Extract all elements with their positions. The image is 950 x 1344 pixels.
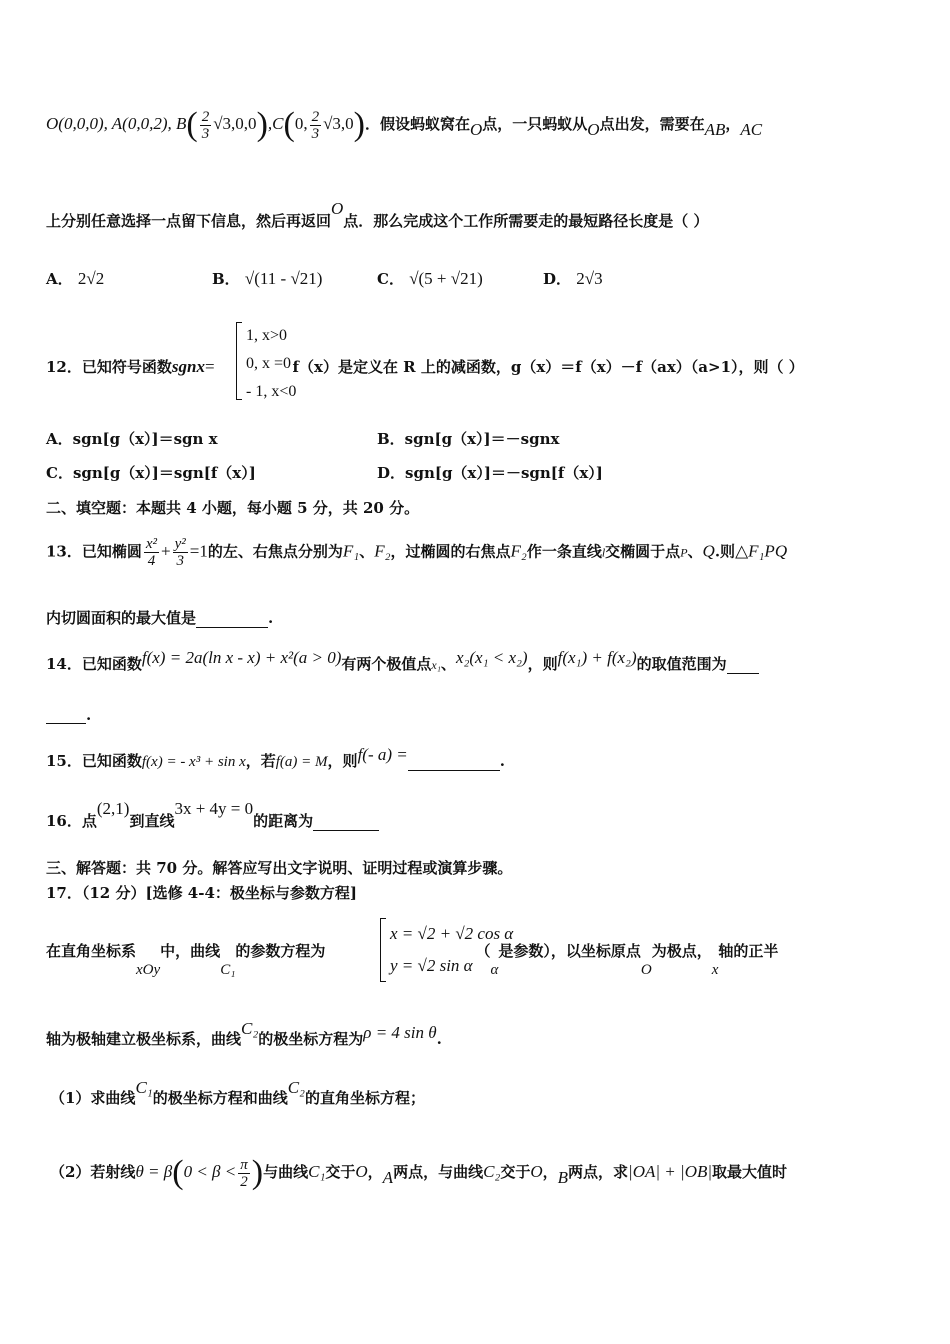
q17-part2-a-pt: A — [382, 1168, 394, 1187]
q17-part1-c2: C₂ — [287, 1078, 305, 1097]
q14-sum: f(x₁) + f(x₂) — [557, 648, 637, 667]
q17-part2-c2: C₂ — [483, 1162, 501, 1181]
q17-part1-a: （1）求曲线 — [50, 1089, 136, 1107]
q17-oaob: |OA| + |OB| — [628, 1162, 713, 1181]
q14-line1 — [46, 648, 904, 674]
q14-sep: 、 — [440, 655, 456, 673]
q13-q: Q — [702, 541, 715, 561]
q16-point: (2,1) — [96, 799, 130, 818]
q17-c2: C₂ — [241, 1019, 259, 1038]
q16-line — [46, 799, 904, 831]
q11-option-d: D． 2√3 — [543, 269, 603, 288]
q13-eq1: =1 — [189, 541, 208, 561]
q17-part2-b: 与曲线 — [263, 1163, 309, 1181]
q12-cases — [246, 322, 296, 406]
q13-plus: + — [161, 541, 171, 561]
q15-ask: f(- a) = — [357, 745, 408, 764]
q14-end: . — [86, 706, 92, 724]
q11-option-b: B． √(11 - √21) — [212, 269, 323, 288]
q12-brace — [236, 322, 242, 400]
q11-line2-text1: 上分别任意选择一点留下信息，然后再返回 — [46, 212, 332, 230]
q11-text3: 点出发，需要在 — [599, 115, 705, 133]
q17-text7: 轴的正半 — [718, 942, 779, 960]
q17-polar: ρ = 4 sin θ — [363, 1023, 437, 1042]
q13-answer-blank[interactable] — [196, 626, 268, 628]
q11-line2-sym-o: O — [331, 199, 344, 218]
q17-part1-c: 的直角坐标方程； — [304, 1089, 425, 1107]
q17-part2-c-2: 交于 — [500, 1163, 531, 1181]
q17-xoy: xOy — [136, 962, 161, 978]
q11-sym-ac: AC — [740, 120, 763, 139]
q17-end: . — [436, 1030, 442, 1048]
q13-text4: 交椭圆于点 — [605, 542, 681, 561]
q17-pi-frac: $\frac{\pi}{2}$ — [240, 1156, 248, 1190]
q11-c-label: ,C — [267, 114, 284, 133]
q17-part2-comma-2: ， — [542, 1163, 558, 1181]
q13-x-frac: $\frac{\text{x²}}{4}$ — [145, 536, 158, 569]
q12-stem — [46, 356, 904, 377]
q17-part2-f: 取最大值时 — [712, 1163, 788, 1181]
q12-func: sgnx — [171, 357, 205, 376]
q17-part2-a: （2）若射线 — [50, 1163, 136, 1181]
q11-comma: ， — [725, 115, 741, 133]
q13-p: P — [680, 545, 688, 560]
q14-x1: x₁ — [431, 658, 441, 672]
q17-part2-e: 两点，求 — [568, 1163, 629, 1181]
q17-part1 — [50, 1078, 904, 1108]
q17-param-brace — [380, 918, 386, 982]
q15-cond: f(a) = M — [275, 754, 328, 770]
q16-line-eq: 3x + 4y = 0 — [174, 799, 254, 818]
q17-part2-d: 两点，与曲线 — [393, 1163, 484, 1181]
q11-b-rest: √3,0,0 — [213, 114, 257, 133]
q17-text1: 在直角坐标系 — [46, 942, 137, 960]
q14-text2: ，则 — [527, 655, 558, 673]
q12-case-1: 1, x>0 — [246, 327, 288, 344]
q13-text5: .则 — [714, 542, 736, 561]
q17-eq-x: x = √2 + √2 cos α — [390, 924, 514, 943]
q13-y-frac: $\frac{\text{y²}}{3}$ — [174, 536, 186, 569]
q11-option-c: C． √(5 + √21) — [377, 269, 483, 288]
q17-part2-o: O — [355, 1162, 368, 1181]
q13-text2: ，过椭圆的右焦点 — [390, 542, 511, 561]
q17-line2 — [46, 1019, 904, 1049]
q15-end: . — [499, 752, 505, 770]
q14-answer-blank[interactable] — [727, 672, 759, 674]
q17-x: x — [711, 962, 719, 978]
q17-text5: 是参数），以坐标原点 — [498, 942, 641, 960]
q14-text1: 有两个极值点 — [341, 655, 432, 673]
q17-part1-c1: C₁ — [135, 1078, 153, 1097]
q14-func: f(x) = 2a(ln x - x) + x²(a > 0) — [141, 648, 342, 667]
q17-o: O — [640, 962, 652, 978]
q14-x2: x₂(x₁ < x₂) — [455, 648, 528, 667]
q11-c-first: 0, — [294, 114, 308, 133]
q12-option-b: B．sgn[g（x）]＝－sgnx — [377, 430, 560, 448]
q13-line2-text: 内切圆面积的最大值是 — [46, 609, 197, 627]
section2-heading: 二、填空题：本题共 4 小题，每小题 5 分，共 20 分。 — [46, 499, 420, 517]
q11-line2-text2: 点．那么完成这个工作所需要走的最短路径长度是（ ） — [343, 212, 709, 230]
q11-sym-o-2: O — [587, 120, 600, 139]
q14-line2 — [46, 706, 904, 724]
q17-range: 0 < β < — [183, 1162, 237, 1181]
q17-ray: θ = β — [135, 1162, 173, 1181]
q15-text2: ，则 — [327, 752, 358, 770]
q17-line2-text: 轴为极轴建立极坐标系，曲线 — [46, 1030, 242, 1048]
q17-part2-o-2: O — [530, 1162, 543, 1181]
q14-answer-blank-cont[interactable] — [46, 722, 86, 724]
q11-line1: O(0,0,0), A(0,0,2), B( $\frac{2}{3}$ √3,0,0),C(0, $\frac{2}{3}$ √3,0)．假设蚂蚁窝在O点，一只蚂蚁从O点出发，需要在AB，AC — [46, 106, 763, 143]
q13-sep: 、 — [359, 542, 375, 561]
q17-text2: 中，曲线 — [160, 942, 221, 960]
q13-prefix: 13．已知椭圆 — [46, 542, 142, 561]
q16-answer-blank[interactable] — [313, 829, 379, 831]
q17-text6: 为极点， — [651, 942, 712, 960]
q11-coords: O(0,0,0), A(0,0,2), B — [46, 114, 187, 133]
q13-end: . — [268, 609, 274, 627]
q17-param-eqs — [390, 918, 513, 982]
q17-part1-b: 的极坐标方程和曲线 — [152, 1089, 288, 1107]
q17-line2-text2: 的极坐标方程为 — [258, 1030, 364, 1048]
q11-text1: ．假设蚂蚁窝在 — [364, 115, 470, 133]
q12-option-c: C．sgn[g（x）]＝sgn[f（x）] — [46, 464, 256, 482]
section3-heading: 三、解答题：共 70 分。解答应写出文字说明、证明过程或演算步骤。 — [46, 859, 513, 877]
q17-text3: 的参数方程为 — [235, 942, 326, 960]
q13-sep-2: 、 — [687, 542, 703, 561]
q11-b-frac: $\frac{2}{3}$ — [201, 108, 210, 142]
q13-text3: 作一条直线 — [526, 542, 602, 561]
q12-option-a: A．sgn[g（x）]＝sgn x — [46, 430, 218, 448]
q11-sym-o: O — [470, 120, 483, 139]
q11-option-a: A． 2√2 — [46, 269, 105, 288]
q13-line2 — [46, 607, 904, 628]
q11-sym-ab: AB — [704, 120, 726, 139]
q15-answer-blank[interactable] — [408, 769, 500, 771]
q12-case-2: 0, x =0 — [246, 355, 292, 372]
q12-option-d: D．sgn[g（x）]＝－sgn[f（x）] — [377, 464, 603, 482]
q13-f2-b: F₂ — [510, 541, 527, 561]
q13-f1: F₁ — [342, 541, 360, 561]
q13-l: l — [601, 545, 606, 560]
q17-part2-b-pt: B — [557, 1168, 569, 1187]
q13-text1: 的左、右焦点分别为 — [207, 542, 343, 561]
q14-text3: 的取值范围为 — [636, 655, 727, 673]
q12-eq: = — [204, 357, 215, 376]
q15-line — [46, 745, 904, 771]
q16-prefix: 16．点 — [46, 812, 97, 830]
q12-prefix: 12．已知符号函数 — [46, 358, 172, 376]
q16-text2: 的距离为 — [253, 812, 314, 830]
q11-line2 — [46, 199, 904, 231]
q17-eq-y: y = √2 sin α — [390, 956, 473, 975]
q11-text2: 点，一只蚂蚁从 — [482, 115, 588, 133]
q13-tri: △F₁PQ — [735, 541, 788, 561]
q17-header: 17．（12 分）[选修 4-4：极坐标与参数方程] — [46, 884, 357, 902]
q17-text4: （ — [475, 942, 491, 960]
q17-part2-c: 交于 — [325, 1163, 356, 1181]
q17-alpha: α — [490, 962, 499, 978]
q12-stem-text: f（x）是定义在 R 上的减函数，g（x）＝f（x）－f（ax）（a>1），则（ ） — [292, 358, 804, 376]
q17-part2: （2）若射线θ = β(0 < β < $\frac{\pi}{2}$ )与曲线C₁交于O，A两点，与曲线C₂交于O，B两点，求|OA| + |OB|取最大值时 — [50, 1154, 788, 1191]
q17-part2-c1: C₁ — [308, 1162, 326, 1181]
q13-line1 — [46, 536, 904, 569]
q15-func: f(x) = - x³ + sin x — [141, 754, 246, 770]
q11-c-frac: $\frac{2}{3}$ — [311, 108, 320, 142]
q12-case-3: - 1, x<0 — [246, 383, 297, 400]
q11-c-rest: √3,0 — [323, 114, 354, 133]
q17-c1: C₁ — [220, 962, 236, 978]
q15-text1: ，若 — [245, 752, 276, 770]
q13-f2: F₂ — [374, 541, 391, 561]
q16-text1: 到直线 — [129, 812, 175, 830]
q17-part2-comma: ， — [367, 1163, 383, 1181]
q14-prefix: 14．已知函数 — [46, 655, 142, 673]
q15-prefix: 15．已知函数 — [46, 752, 142, 770]
